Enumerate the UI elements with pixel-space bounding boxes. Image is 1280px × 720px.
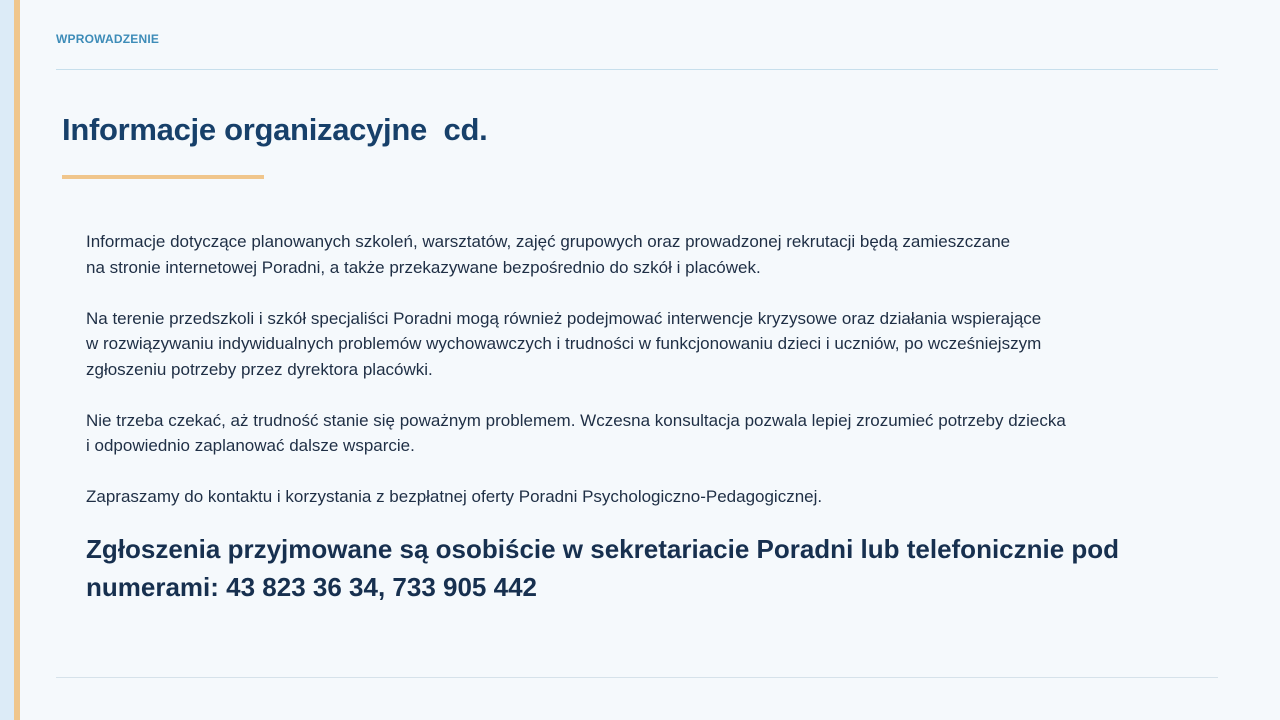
paragraph-early-consultation: Nie trzeba czekać, aż trudność stanie się poważnym problemem. Wczesna konsultacja pozwala lepiej zrozumieć potrzeby dziecka i odpowiednio zaplanować dalsze wsparcie. [86, 410, 1066, 455]
header-divider [56, 69, 1218, 70]
paragraph-trainings: Informacje dotyczące planowanych szkoleń, warsztatów, zajęć grupowych oraz prowadzonej rekrutacji będą zamieszczane na stronie internetowej Poradni, a także przekazywane bezpośrednio do szkół i placówek. [86, 232, 1011, 277]
paragraph-invitation: Zapraszamy do kontaktu i korzystania z bezpłatnej oferty Poradni Psychologiczno-Pedagogicznej. [86, 487, 823, 506]
slide-body [86, 229, 1216, 606]
paragraph-crisis-interventions: Na terenie przedszkoli i szkół specjaliści Poradni mogą również podejmować interwencje kryzysowe oraz działania wspierające w rozwiązywaniu indywidualnych problemów wychowawczych i trudności w funkcjonowaniu dzieci i uczniów, po wcześniejszym zgłoszeniu potrzeby przez dyrektora placówki. [86, 308, 1042, 379]
section-label: WPROWADZENIE [56, 32, 160, 46]
footer-divider [56, 677, 1218, 678]
slide-title: Informacje organizacyjne cd. [62, 112, 488, 147]
left-side-band [0, 0, 14, 720]
title-underline [62, 175, 264, 179]
contact-callout: Zgłoszenia przyjmowane są osobiście w sekretariacie Poradni lub telefonicznie pod numerami: 43 823 36 34, 733 905 442 [86, 533, 1120, 602]
left-accent-stripe [14, 0, 20, 720]
